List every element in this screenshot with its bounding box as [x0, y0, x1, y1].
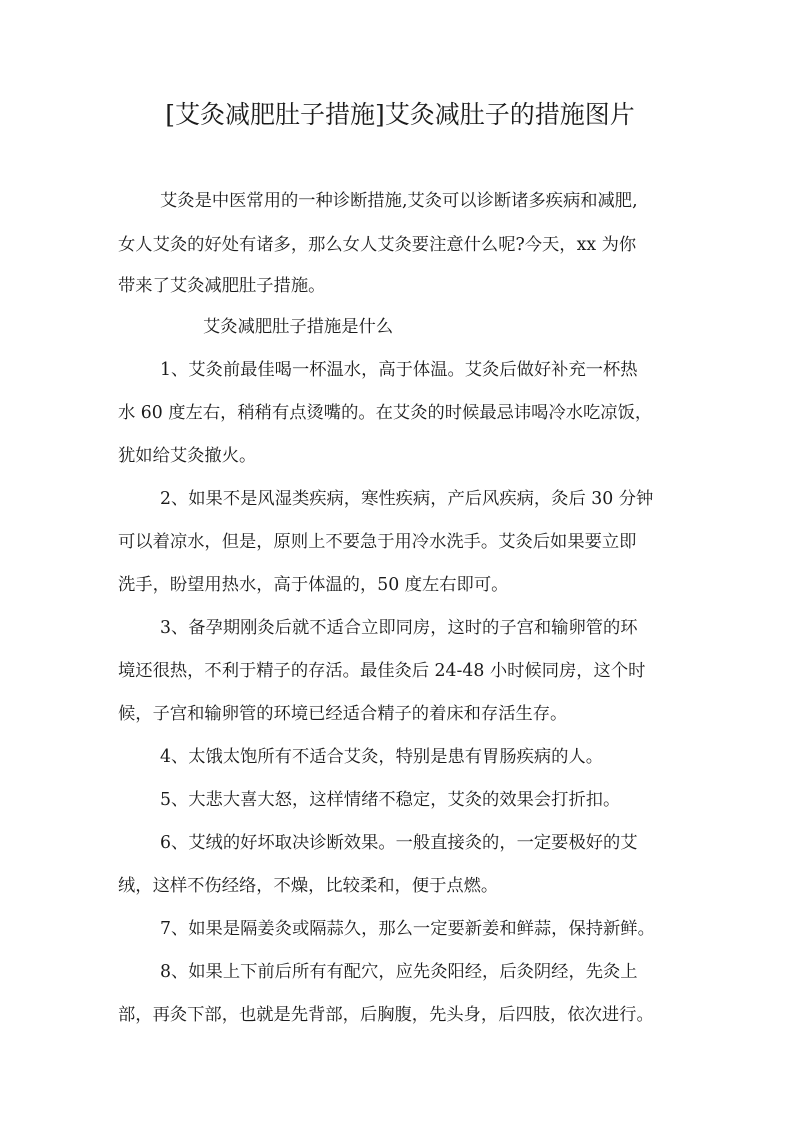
section-heading: 艾灸减肥肚子措施是什么 [203, 317, 394, 337]
paragraph-line: 7、如果是隔姜灸或隔蒜久，那么一定要新姜和鲜蒜，保持新鲜。 [160, 919, 655, 939]
paragraph-line: 4、太饿太饱所有不适合艾灸，特别是患有胃肠疾病的人。 [160, 747, 604, 767]
paragraph-line: 1、艾灸前最佳喝一杯温水，高于体温。艾灸后做好补充一杯热 [160, 360, 638, 380]
paragraph-line: 8、如果上下前后所有有配穴，应先灸阳经，后灸阴经，先灸上 [160, 962, 638, 982]
paragraph-line: 绒，这样不伤经络，不燥，比较柔和，便于点燃。 [118, 876, 499, 896]
paragraph-line: 水 60 度左右，稍稍有点烫嘴的。在艾灸的时候最忌讳喝冷水吃凉饭， [118, 403, 653, 423]
paragraph-line: 女人艾灸的好处有诸多，那么女人艾灸要注意什么呢?今天，xx 为你 [118, 235, 637, 255]
paragraph-line: 2、如果不是风湿类疾病，寒性疾病，产后风疾病，灸后 30 分钟 [160, 489, 654, 509]
paragraph-line: 3、备孕期刚灸后就不适合立即同房，这时的子宫和输卵管的环 [160, 618, 638, 638]
paragraph-line: 5、大悲大喜大怒，这样情绪不稳定，艾灸的效果会打折扣。 [160, 790, 621, 810]
paragraph-line: 6、艾绒的好坏取决诊断效果。一般直接灸的，一定要极好的艾 [160, 833, 638, 853]
paragraph-line: 艾灸是中医常用的一种诊断措施,艾灸可以诊断诸多疾病和减肥, [160, 191, 638, 211]
paragraph-line: 带来了艾灸减肥肚子措施。 [118, 276, 326, 296]
document-title: [艾灸减肥肚子措施]艾灸减肚子的措施图片 [165, 100, 635, 129]
paragraph-line: 犹如给艾灸撤火。 [118, 446, 257, 466]
paragraph-line: 可以着凉水，但是，原则上不要急于用冷水洗手。艾灸后如果要立即 [118, 532, 637, 552]
paragraph-line: 候，子宫和输卵管的环境已经适合精子的着床和存活生存。 [118, 704, 568, 724]
paragraph-line: 部，再灸下部，也就是先背部，后胸腹，先头身，后四肢，依次进行。 [118, 1005, 654, 1025]
paragraph-line: 境还很热，不利于精子的存活。最佳灸后 24-48 小时候同房，这个时 [118, 661, 646, 681]
paragraph-line: 洗手，盼望用热水，高于体温的，50 度左右即可。 [118, 575, 509, 595]
